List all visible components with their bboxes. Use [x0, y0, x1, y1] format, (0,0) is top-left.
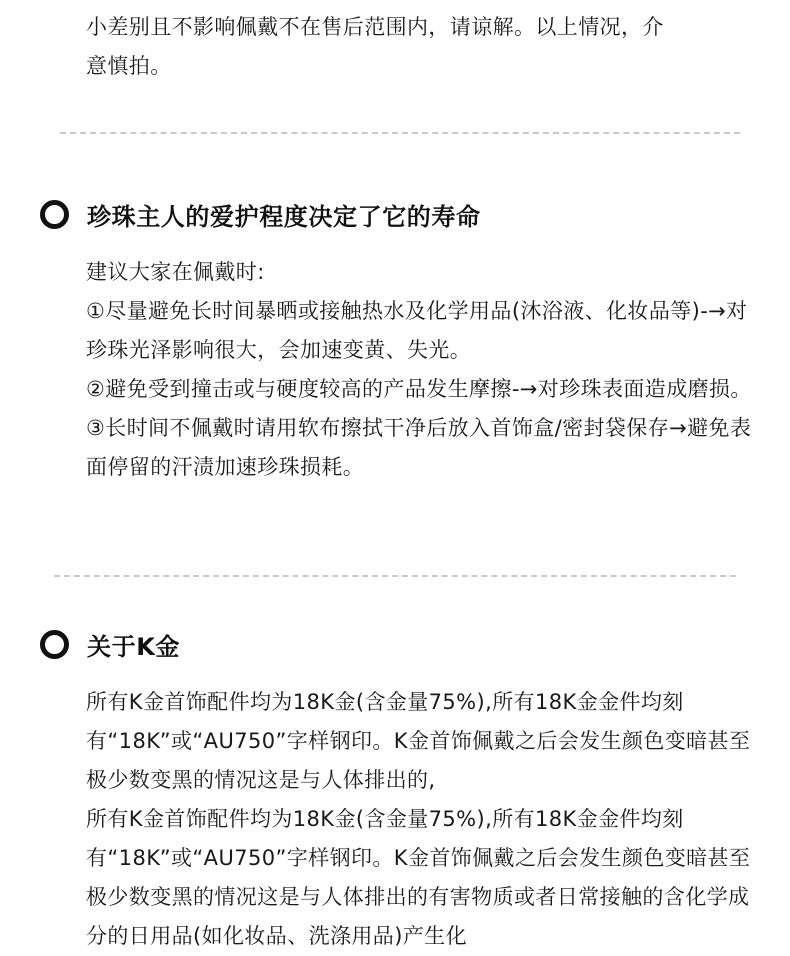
pearl-care-intro: 建议大家在佩戴时: [86, 260, 265, 284]
circle-bullet-icon [40, 200, 69, 229]
pearl-care-body [86, 253, 752, 487]
intro-line-2: 意慎拍。 [86, 54, 172, 78]
pearl-care-tip-2: ②避免受到撞击或与硬度较高的产品发生摩擦-→对珍珠表面造成磨损。 [86, 377, 752, 401]
intro-paragraph [86, 8, 752, 86]
pearl-care-tip-1: ①尽量避免长时间暴晒或接触热水及化学用品(沐浴液、化妆品等)-→对珍珠光泽影响很大，会加速变黄、失光。 [86, 299, 748, 362]
section-title: 珍珠主人的爱护程度决定了它的寿命 [87, 202, 481, 231]
kgold-body [86, 683, 752, 956]
section-divider [60, 132, 740, 134]
intro-line-1: 小差别且不影响佩戴不在售后范围内，请谅解。以上情况，介 [86, 15, 664, 39]
kgold-paragraph-2: 所有K金首饰配件均为18K金(含金量75%),所有18K金金件均刻有“18K”或“AU750”字样钢印。K金首饰佩戴之后会发生颜色变暗甚至极少数变黑的情况这是与人体排出的有害物质或者日常接触的含化学成分的日用品(如化妆品、洗涤用品)产生化 [86, 807, 751, 948]
section-divider [54, 575, 736, 577]
circle-bullet-icon [40, 630, 69, 659]
kgold-paragraph-1: 所有K金首饰配件均为18K金(含金量75%),所有18K金金件均刻有“18K”或“AU750”字样钢印。K金首饰佩戴之后会发生颜色变暗甚至极少数变黑的情况这是与人体排出的, [86, 690, 751, 792]
section-heading-pearl [40, 194, 481, 234]
section-heading-kgold [40, 624, 180, 664]
pearl-care-tip-3: ③长时间不佩戴时请用软布擦拭干净后放入首饰盒/密封袋保存→避免表面停留的汗渍加速珍珠损耗。 [86, 416, 752, 479]
section-title: 关于K金 [87, 632, 180, 661]
